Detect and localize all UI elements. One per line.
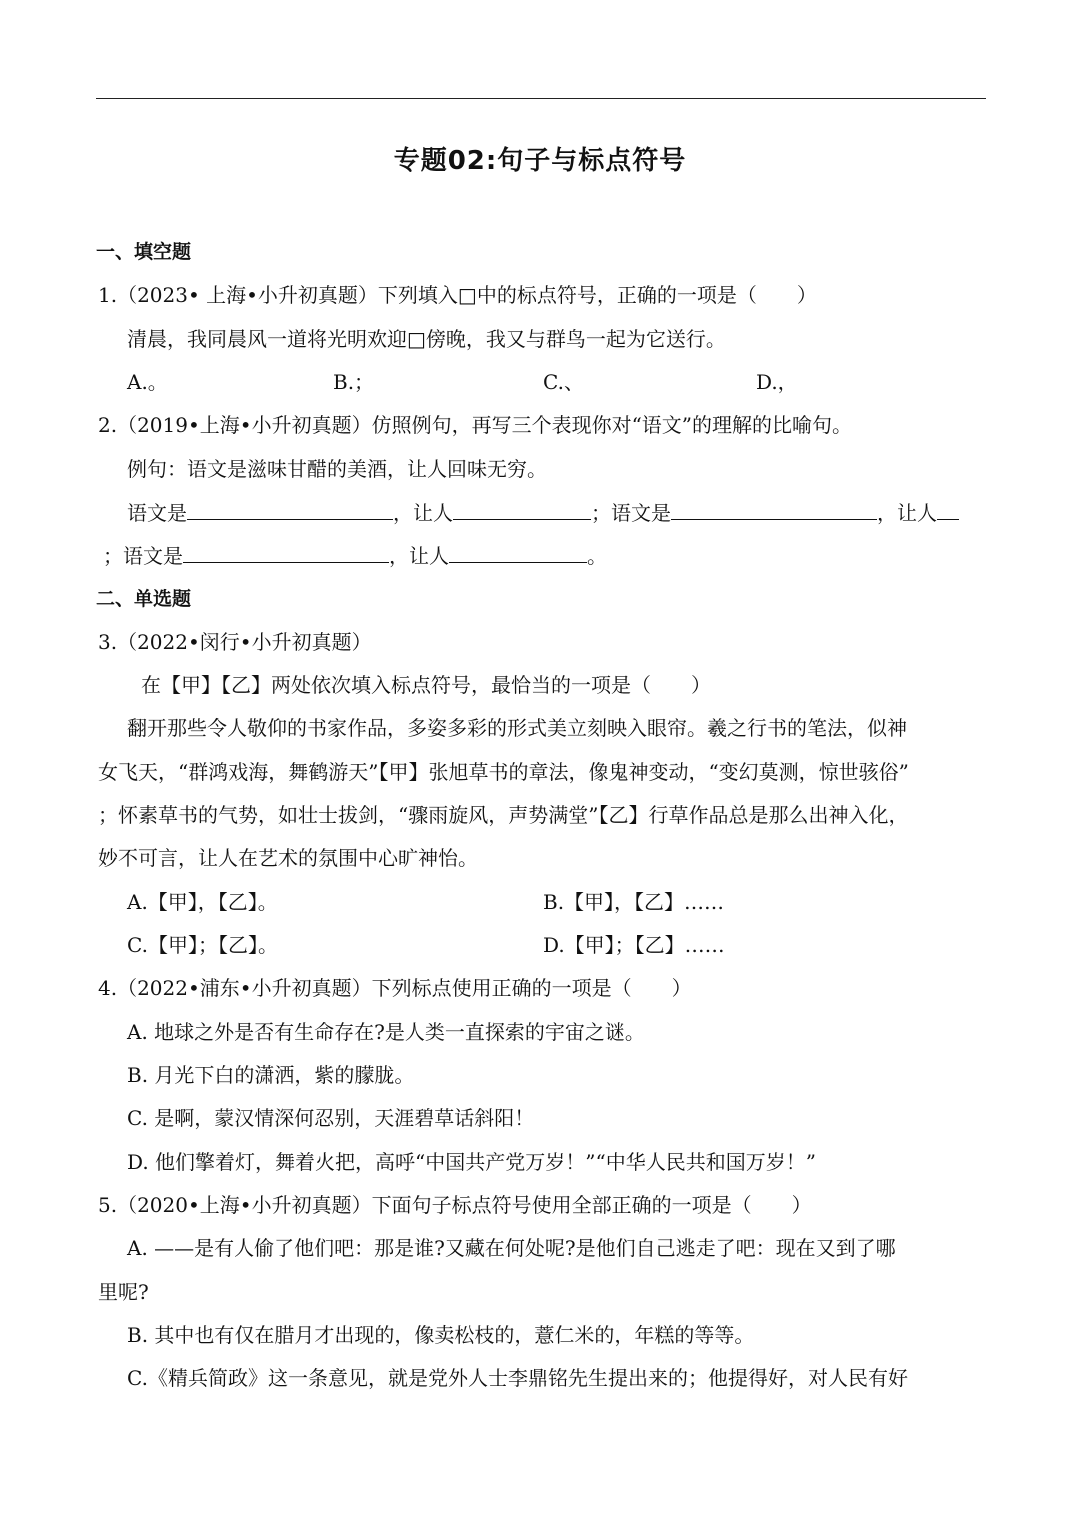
question-3-option-c: C.【甲】；【乙】。 <box>127 933 278 957</box>
question-1-option-c: C.、 <box>543 370 584 394</box>
question-3-passage-line-4: 妙不可言，让人在艺术的氛围中心旷神怡。 <box>98 846 478 870</box>
section-heading-single-choice: 二、单选题 <box>96 588 192 610</box>
question-2-answer-line-2 <box>103 542 607 569</box>
question-4-stem: 4.（2022•浦东•小升初真题）下列标点使用正确的一项是（ ） <box>98 976 692 1000</box>
question-1-option-a: A.。 <box>127 370 168 394</box>
question-2-example: 例句：语文是滋味甘醋的美酒，让人回味无穷。 <box>127 457 547 481</box>
answer-separator-4: ，让人 <box>389 544 449 568</box>
question-3-option-a: A.【甲】，【乙】。 <box>127 890 278 914</box>
question-4-option-a: A. 地球之外是否有生命存在?是人类一直探索的宇宙之谜。 <box>127 1020 645 1044</box>
question-3-passage-line-3: ；怀素草书的气势，如壮士拔剑，“骤雨旋风，声势满堂”【乙】行草作品总是那么出神入化， <box>98 803 909 827</box>
answer-blank-5[interactable] <box>183 542 389 563</box>
question-4-option-c: C. 是啊，蒙汉情深何忍别，天涯碧草话斜阳！ <box>127 1106 535 1130</box>
section-heading-fill-in: 一、填空题 <box>96 241 192 263</box>
question-3-stem: 3.（2022•闵行•小升初真题） <box>98 630 372 654</box>
answer-blank-6[interactable] <box>449 542 587 563</box>
question-2-answer-line-1 <box>127 499 959 526</box>
answer-prefix-2: ；语文是 <box>103 544 183 568</box>
question-1-option-b: B.； <box>333 370 375 394</box>
answer-blank-1[interactable] <box>187 499 393 520</box>
question-1-text: 清晨，我同晨风一道将光明欢迎□傍晚，我又与群鸟一起为它送行。 <box>127 327 726 351</box>
answer-blank-3[interactable] <box>671 499 877 520</box>
question-5-option-a-line-2: 里呢? <box>98 1280 149 1304</box>
answer-separator-3: ，让人 <box>877 501 937 525</box>
question-5-stem: 5.（2020•上海•小升初真题）下面句子标点符号使用全部正确的一项是（ ） <box>98 1193 812 1217</box>
question-5-option-b: B. 其中也有仅在腊月才出现的，像卖松枝的，薏仁米的，年糕的等等。 <box>127 1323 755 1347</box>
question-4-option-b: B. 月光下白的潇洒，紫的朦胧。 <box>127 1063 415 1087</box>
question-4-option-d: D. 他们擎着灯，舞着火把，高呼“中国共产党万岁！”“中华人民共和国万岁！” <box>127 1150 816 1174</box>
header-rule <box>96 98 986 99</box>
question-3-instruction: 在【甲】【乙】两处依次填入标点符号，最恰当的一项是（ ） <box>141 673 711 697</box>
question-3-passage-line-1: 翻开那些令人敬仰的书家作品，多姿多彩的形式美立刻映入眼帘。羲之行书的笔法，似神 <box>127 716 907 740</box>
answer-separator-2: ；语文是 <box>591 501 671 525</box>
question-3-passage-line-2: 女飞天，“群鸿戏海，舞鹤游天”【甲】张旭草书的章法，像鬼神变动，“变幻莫测，惊世骇俗” <box>98 760 909 784</box>
answer-blank-2[interactable] <box>453 499 591 520</box>
answer-separator: ，让人 <box>393 501 453 525</box>
answer-blank-4[interactable] <box>937 499 959 520</box>
question-1-stem: 1.（2023• 上海•小升初真题）下列填入□中的标点符号，正确的一项是（ ） <box>98 283 817 307</box>
question-5-option-c: C.《精兵简政》这一条意见，就是党外人士李鼎铭先生提出来的；他提得好，对人民有好 <box>127 1366 908 1390</box>
question-1-option-d: D.， <box>756 370 798 394</box>
answer-prefix: 语文是 <box>127 501 187 525</box>
page-title: 专题02:句子与标点符号 <box>393 146 687 176</box>
question-2-stem: 2.（2019•上海•小升初真题）仿照例句，再写三个表现你对“语文”的理解的比喻句。 <box>98 413 853 437</box>
question-5-option-a-line-1: A. ——是有人偷了他们吧：那是谁?又藏在何处呢?是他们自己逃走了吧：现在又到了哪 <box>127 1236 896 1260</box>
answer-end: 。 <box>587 544 607 568</box>
question-3-option-b: B.【甲】，【乙】…… <box>543 890 725 914</box>
question-3-option-d: D.【甲】；【乙】…… <box>543 933 725 957</box>
